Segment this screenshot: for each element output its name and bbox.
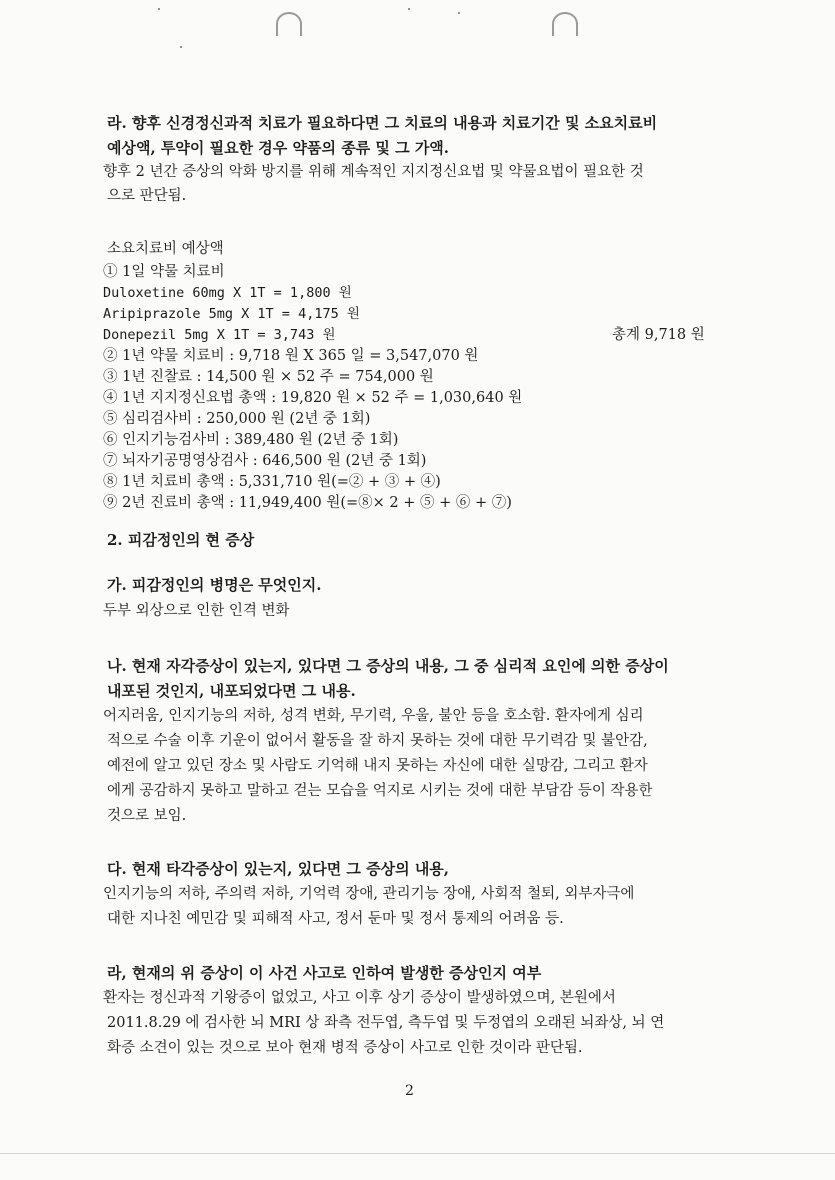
paragraph-line: 적으로 수술 이후 기운이 없어서 활동을 잘 하지 못하는 것에 대한 무기력감 및 불안감, [107,733,648,749]
paragraph-line: 화증 소견이 있는 것으로 보아 현재 병적 증상이 사고로 인한 것이라 판단됨. [107,1040,583,1056]
cost-line: Donepezil 5mg X 1T = 3,743 원 [103,327,336,343]
cost-total: 총계 9,718 원 [612,327,705,343]
paragraph-line: 2011.8.29 에 검사한 뇌 MRI 상 좌측 전두엽, 측두엽 및 두정엽의 오래된 뇌좌상, 뇌 연 [107,1015,665,1031]
cost-line: ⑥ 인지기능검사비 : 389,480 원 (2년 중 1회) [103,432,399,448]
scan-speck [180,46,182,48]
cost-line: ⑨ 2년 진료비 총액 : 11,949,400 원(=⑧× 2 + ⑤ + ⑥ + ⑦) [103,495,512,511]
punch-hole-mark [276,12,302,36]
paragraph-line: 어지러움, 인지기능의 저하, 성격 변화, 무기력, 우울, 불안 등을 호소함. 환자에게 심리 [103,708,644,724]
punch-hole-mark [552,12,578,36]
section-heading: 다. 현재 타각증상이 있는지, 있다면 그 증상의 내용, [107,860,450,878]
cost-line: ① 1일 약물 치료비 [103,264,225,280]
paragraph-line: 두부 외상으로 인한 인격 변화 [103,603,290,619]
scan-speck [408,8,410,10]
paragraph-line: 인지기능의 저하, 주의력 저하, 기억력 장애, 관리기능 장애, 사회적 철퇴, 외부자극에 [103,886,635,902]
cost-line: ⑤ 심리검사비 : 250,000 원 (2년 중 1회) [103,411,371,427]
cost-line: Duloxetine 60mg X 1T = 1,800 원 [103,285,352,301]
paragraph-line: 것으로 보임. [107,808,187,824]
section-number-heading: 2. 피감정인의 현 증상 [107,531,255,549]
section-heading: 가. 피감정인의 병명은 무엇인지. [107,576,322,594]
paragraph-line: 향후 2 년간 증상의 악화 방지를 위해 계속적인 지지정신요법 및 약물요법이 필요한 것 [103,164,644,180]
cost-title: 소요치료비 예상액 [107,241,224,257]
scan-speck [158,8,160,10]
scan-speck [458,12,460,14]
section-heading: 예상액, 투약이 필요한 경우 약품의 종류 및 그 가액. [107,139,450,157]
cost-line: ③ 1년 진찰료 : 14,500 원 × 52 주 = 754,000 원 [103,369,434,385]
cost-line: ⑦ 뇌자기공명영상검사 : 646,500 원 (2년 중 1회) [103,453,427,469]
cost-line: Aripiprazole 5mg X 1T = 4,175 원 [103,306,360,322]
section-heading: 라. 향후 신경정신과적 치료가 필요하다면 그 치료의 내용과 치료기간 및 소요치료비 [107,114,658,132]
page-edge-line [0,1153,835,1154]
paragraph-line: 환자는 정신과적 기왕증이 없었고, 사고 이후 상기 증상이 발생하였으며, 본원에서 [103,990,616,1006]
cost-line: ⑧ 1년 치료비 총액 : 5,331,710 원(=② + ③ + ④) [103,474,441,490]
paragraph-line: 에게 공감하지 못하고 말하고 걷는 모습을 억지로 시키는 것에 대한 부담감 등이 작용한 [107,783,653,799]
cost-line: ② 1년 약물 치료비 : 9,718 원 X 365 일 = 3,547,070 원 [103,348,479,364]
section-heading: 라, 현재의 위 증상이 이 사건 사고로 인하여 발생한 증상인지 여부 [107,964,542,982]
paragraph-line: 으로 판단됨. [107,188,187,204]
section-heading: 내포된 것인지, 내포되었다면 그 내용. [107,682,356,700]
page-number: 2 [405,1083,414,1099]
paragraph-line: 대한 지나친 예민감 및 피해적 사고, 정서 둔마 및 정서 통제의 어려움 등. [107,911,564,927]
section-heading: 나. 현재 자각증상이 있는지, 있다면 그 증상의 내용, 그 중 심리적 요인에 의한 증상이 [107,657,669,675]
cost-line: ④ 1년 지지정신요법 총액 : 19,820 원 × 52 주 = 1,030,640 원 [103,390,523,406]
paragraph-line: 예전에 알고 있던 장소 및 사람도 기억해 내지 못하는 자신에 대한 실망감, 그리고 환자 [107,758,648,774]
